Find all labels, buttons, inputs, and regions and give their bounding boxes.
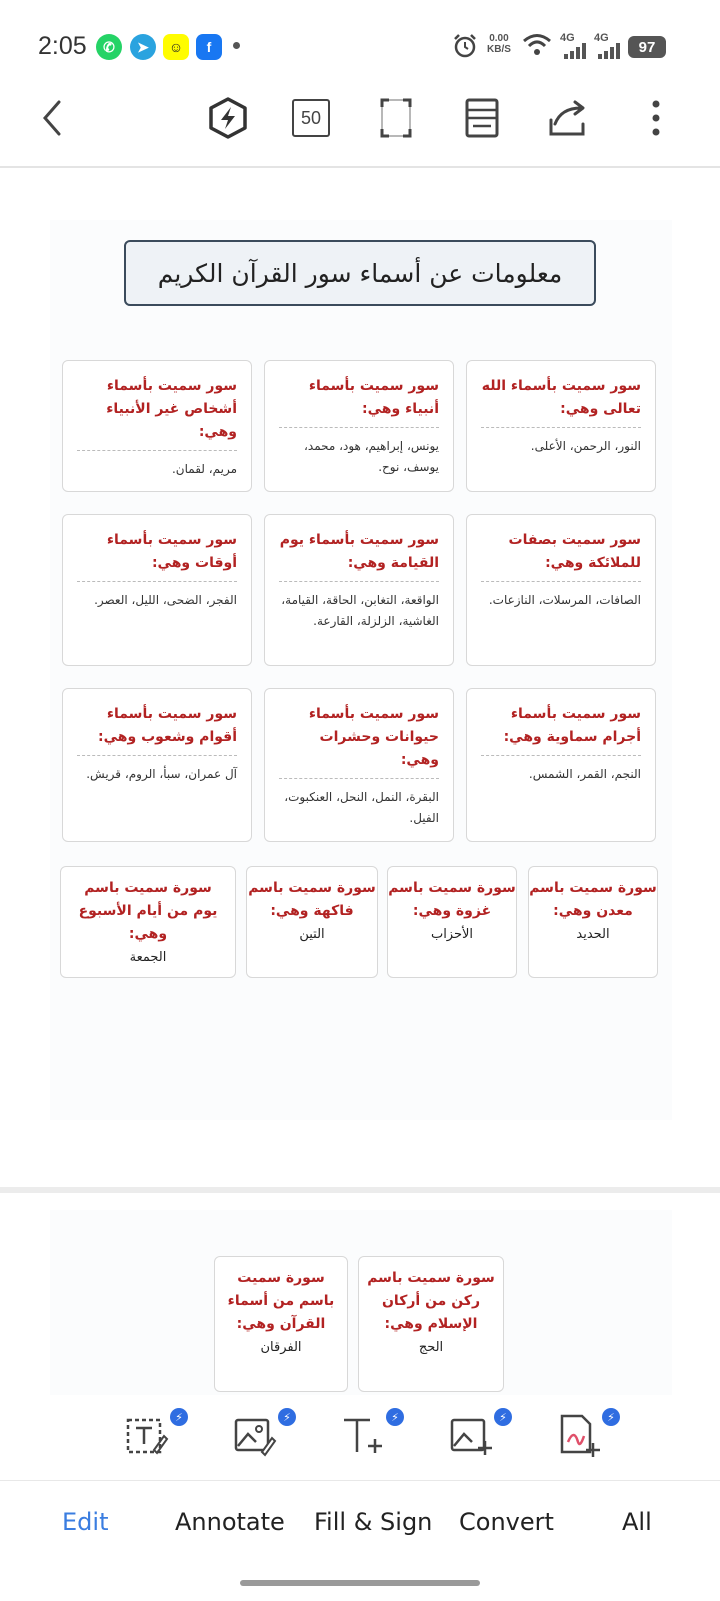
whatsapp-icon: ✆ — [96, 34, 122, 60]
pro-badge-icon: ⚡ — [170, 1408, 188, 1426]
network-speed: 0.00 KB/S — [487, 33, 511, 55]
page-count: 50 — [292, 99, 330, 137]
card-body: النجم، القمر، الشمس. — [528, 767, 641, 781]
document-title: معلومات عن أسماء سور القرآن الكريم — [124, 240, 596, 306]
card-metal[interactable] — [528, 866, 658, 978]
card-heading: سورة سميت باسم يوم من أيام الأسبوع وهي: — [78, 880, 218, 942]
card-battle[interactable] — [387, 866, 517, 978]
card-body: التين — [299, 927, 325, 942]
card-heading: سور سميت بأسماء يوم القيامة وهي: — [279, 532, 439, 571]
card-quran-name[interactable] — [214, 1256, 348, 1392]
card-heading: سورة سميت باسم ركن من أركان الإسلام وهي: — [367, 1270, 495, 1332]
card-body: النور، الرحمن، الأعلى. — [530, 439, 641, 453]
signal-label-1: 4G — [560, 32, 575, 44]
card-heading: سورة سميت باسم من أسماء القرآن وهي: — [227, 1270, 335, 1332]
signal-icon-1 — [564, 43, 586, 59]
more-button[interactable] — [632, 94, 680, 142]
page-sheet — [50, 220, 672, 1120]
nav-all[interactable]: All — [622, 1508, 652, 1536]
divider — [77, 755, 237, 756]
card-heading: سور سميت بأسماء أوقات وهي: — [106, 532, 237, 571]
divider — [481, 581, 641, 582]
add-image-icon — [448, 1412, 494, 1458]
card-body: الفرقان — [260, 1340, 302, 1355]
divider — [279, 778, 439, 779]
card-body: الأحزاب — [430, 927, 474, 942]
card-body: الحديد — [576, 927, 610, 942]
card-angels[interactable] — [466, 514, 656, 666]
pro-badge-icon: ⚡ — [386, 1408, 404, 1426]
card-weekday[interactable] — [60, 866, 236, 978]
card-heading: سورة سميت باسم معدن وهي: — [529, 880, 657, 919]
divider — [77, 450, 237, 451]
fit-screen-button[interactable] — [372, 94, 420, 142]
card-body: الفجر، الضحى، الليل، العصر. — [94, 593, 237, 607]
card-body: آل عمران، سبأ، الروم، قريش. — [86, 767, 237, 781]
telegram-icon: ➤ — [130, 34, 156, 60]
card-body: مريم، لقمان. — [171, 462, 237, 476]
top-toolbar — [0, 90, 720, 168]
card-celestial[interactable] — [466, 688, 656, 842]
card-heading: سور سميت بأسماء أقوام وشعوب وهي: — [98, 706, 237, 745]
ai-button[interactable] — [204, 94, 252, 142]
facebook-icon: f — [196, 34, 222, 60]
nav-convert[interactable]: Convert — [459, 1508, 554, 1536]
signal-icon-2 — [598, 43, 620, 59]
notification-dot — [233, 42, 240, 49]
fit-screen-icon — [379, 97, 413, 139]
card-heading: سورة سميت باسم غزوة وهي: — [388, 880, 516, 919]
reading-mode-icon — [464, 97, 500, 139]
edit-text-icon — [124, 1412, 170, 1458]
card-heading: سور سميت بأسماء حيوانات وحشرات وهي: — [308, 706, 439, 768]
nav-annotate[interactable]: Annotate — [175, 1508, 285, 1536]
pro-badge-icon: ⚡ — [494, 1408, 512, 1426]
nav-edit[interactable]: Edit — [62, 1508, 109, 1536]
card-body: الجمعة — [129, 950, 167, 965]
divider — [77, 581, 237, 582]
pro-badge-icon: ⚡ — [602, 1408, 620, 1426]
card-body: الواقعة، التغابن، الحاقة، القيامة، الغاشية، الزلزلة، القارعة. — [281, 593, 439, 628]
card-animals[interactable] — [264, 688, 454, 842]
card-persons[interactable] — [62, 360, 252, 492]
edit-text-tool[interactable] — [124, 1412, 170, 1458]
card-heading: سور سميت بصفات للملائكة وهي: — [508, 532, 641, 571]
back-button[interactable] — [28, 94, 76, 142]
edit-image-tool[interactable] — [232, 1412, 278, 1458]
add-signature-tool[interactable] — [556, 1412, 602, 1458]
card-body: الحج — [418, 1340, 444, 1355]
card-fruit[interactable] — [246, 866, 378, 978]
divider — [279, 581, 439, 582]
back-icon — [37, 98, 67, 138]
ai-icon — [207, 96, 249, 140]
card-body: البقرة، النمل، النحل، العنكبوت، الفيل. — [284, 790, 439, 825]
card-allah-names[interactable] — [466, 360, 656, 492]
divider — [481, 755, 641, 756]
share-icon — [547, 98, 589, 138]
card-heading: سور سميت بأسماء الله تعالى وهي: — [481, 378, 641, 417]
divider — [279, 427, 439, 428]
battery-indicator: 97 — [628, 36, 666, 58]
signal-label-2: 4G — [594, 32, 609, 44]
home-indicator[interactable] — [240, 1580, 480, 1586]
card-heading: سور سميت بأسماء أجرام سماوية وهي: — [503, 706, 641, 745]
edit-image-icon — [232, 1412, 278, 1458]
card-times[interactable] — [62, 514, 252, 666]
card-pillar[interactable] — [358, 1256, 504, 1392]
card-body: الصافات، المرسلات، النازعات. — [488, 593, 641, 607]
card-peoples[interactable] — [62, 688, 252, 842]
card-prophets[interactable] — [264, 360, 454, 492]
card-heading: سور سميت بأسماء أشخاص غير الأنبياء وهي: — [106, 378, 237, 440]
pdf-page-1 — [0, 168, 720, 1168]
reading-mode-button[interactable] — [458, 94, 506, 142]
page-count-button[interactable] — [287, 94, 335, 142]
card-heading: سورة سميت باسم فاكهة وهي: — [248, 880, 376, 919]
pro-badge-icon: ⚡ — [278, 1408, 296, 1426]
divider — [481, 427, 641, 428]
share-button[interactable] — [544, 94, 592, 142]
snapchat-icon: ☺ — [163, 34, 189, 60]
add-signature-icon — [556, 1412, 602, 1458]
add-text-tool[interactable] — [340, 1412, 386, 1458]
status-bar — [0, 0, 720, 90]
page-divider — [0, 1187, 720, 1193]
card-heading: سور سميت بأسماء أنبياء وهي: — [308, 378, 439, 417]
card-body: يونس، إبراهيم، هود، محمد، يوسف، نوح. — [304, 439, 439, 474]
card-judgement-day[interactable] — [264, 514, 454, 666]
add-text-icon — [340, 1412, 386, 1458]
more-icon — [651, 98, 661, 138]
alarm-icon — [452, 33, 478, 59]
nav-fill-sign[interactable]: Fill & Sign — [314, 1508, 433, 1536]
add-image-tool[interactable] — [448, 1412, 494, 1458]
wifi-icon — [522, 33, 552, 57]
status-time: 2:05 — [38, 32, 87, 60]
